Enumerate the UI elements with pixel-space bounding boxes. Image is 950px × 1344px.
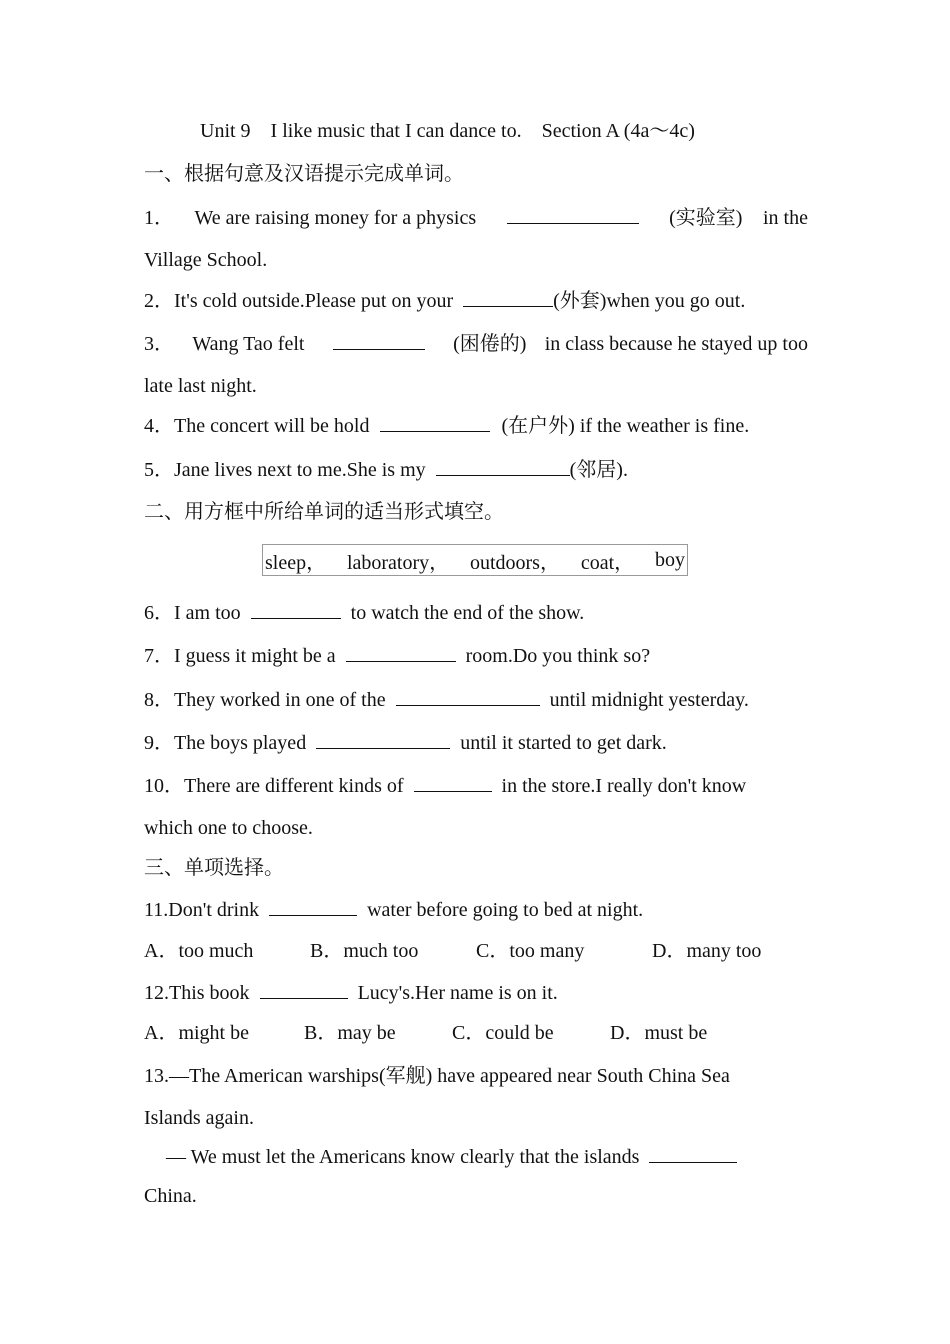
question-12-number: 12. [144,982,169,1004]
question-12-options [144,1020,707,1046]
option-b[interactable]: B．much too [310,940,419,962]
question-1-continuation: Village School. [144,249,268,271]
option-c[interactable]: C．too many [476,940,585,962]
part2-heading: 二、用方框中所给单词的适当形式填空。 [144,501,504,523]
question-1-hint: (实验室) [669,207,743,229]
word-box-item: sleep， [265,551,327,574]
part1-heading: 一、根据句意及汉语提示完成单词。 [144,163,464,185]
answer-blank-13[interactable] [649,1144,737,1163]
word-box-item: outdoors， [469,551,560,574]
word-box-item: coat， [580,551,635,574]
question-4-text: The concert will be hold [174,415,370,437]
question-2-number: 2． [144,290,174,312]
question-1 [144,205,808,231]
question-3-number: 3． [144,333,174,355]
question-4-text-end: (在户外) if the weather is fine. [501,415,750,437]
question-5 [144,457,628,483]
answer-blank-11[interactable] [269,897,357,916]
question-2-text: It's cold outside.Please put on your [174,290,454,312]
question-5-text: Jane lives next to me.She is my [174,459,426,481]
answer-blank-3[interactable] [333,331,425,350]
question-8-text-end: until midnight yesterday. [549,689,749,711]
part3-heading: 三、单项选择。 [144,857,284,879]
question-2-text-end: (外套)when you go out. [553,290,746,312]
question-10-continuation: which one to choose. [144,817,313,839]
question-8-text: They worked in one of the [174,689,386,711]
question-11-number: 11. [144,899,169,921]
question-1-text-end: in the [762,207,808,229]
word-box-item: laboratory， [346,551,450,574]
answer-blank-9[interactable] [316,730,450,749]
option-d[interactable]: D．many too [652,940,762,962]
question-3-text-end: in class because he stayed up too [544,333,808,355]
question-13 [144,1063,730,1089]
answer-blank-10[interactable] [414,773,492,792]
question-2 [144,288,745,314]
question-9 [144,730,667,756]
option-a[interactable]: A．might be [144,1022,249,1044]
question-9-text-end: until it started to get dark. [460,732,667,754]
question-3-continuation: late last night. [144,375,257,397]
page-title: Unit 9 I like music that I can dance to. Section A (4a～4c) [200,120,695,142]
question-8 [144,687,749,713]
answer-blank-12[interactable] [260,980,348,999]
option-d[interactable]: D．must be [610,1022,708,1044]
question-6-text: I am too [174,602,241,624]
question-13-continuation: Islands again. [144,1107,254,1129]
question-12-text: This book [169,982,250,1004]
question-7 [144,643,650,669]
answer-blank-2[interactable] [463,288,553,307]
question-13-reply [166,1144,747,1170]
question-5-number: 5． [144,459,174,481]
answer-blank-8[interactable] [396,687,540,706]
question-10-text-end: in the store.I really don't know [501,775,747,797]
question-11-options [144,938,761,964]
question-11-text-end: water before going to bed at night. [367,899,644,921]
answer-blank-7[interactable] [346,643,456,662]
question-7-text-end: room.Do you think so? [465,645,651,667]
question-7-text: I guess it might be a [174,645,336,667]
answer-blank-5[interactable] [436,457,570,476]
answer-blank-6[interactable] [251,600,341,619]
question-13-number: 13. [144,1065,169,1087]
question-1-text: We are raising money for a physics [194,207,477,229]
question-1-number: 1． [144,207,174,229]
question-11 [144,897,643,923]
question-9-text: The boys played [174,732,307,754]
option-c[interactable]: C．could be [452,1022,554,1044]
question-12 [144,980,558,1006]
question-3 [144,331,808,357]
question-6-text-end: to watch the end of the show. [350,602,585,624]
question-4-number: 4． [144,415,174,437]
question-12-text-end: Lucy's.Her name is on it. [357,982,558,1004]
option-a[interactable]: A．too much [144,940,254,962]
question-3-hint: (困倦的) [453,333,527,355]
option-b[interactable]: B．may be [304,1022,396,1044]
answer-blank-4[interactable] [380,413,490,432]
word-box-item: boy [654,548,685,571]
question-13-reply-end: China. [144,1185,197,1207]
question-10-number: 10． [144,775,184,797]
question-9-number: 9． [144,732,174,754]
question-13-reply-text: — We must let the Americans know clearly that the islands [166,1146,640,1168]
question-13-text: —The American warships(军舰) have appeared near South China Sea [169,1065,730,1087]
question-6 [144,600,584,626]
question-8-number: 8． [144,689,174,711]
word-box [262,544,688,576]
question-4 [144,413,749,439]
question-11-text: Don't drink [168,899,260,921]
question-10 [144,773,746,799]
answer-blank-1[interactable] [507,205,639,224]
question-6-number: 6． [144,602,174,624]
question-10-text: There are different kinds of [184,775,404,797]
question-7-number: 7． [144,645,174,667]
question-5-text-end: (邻居). [569,459,628,481]
question-3-text: Wang Tao felt [192,333,305,355]
